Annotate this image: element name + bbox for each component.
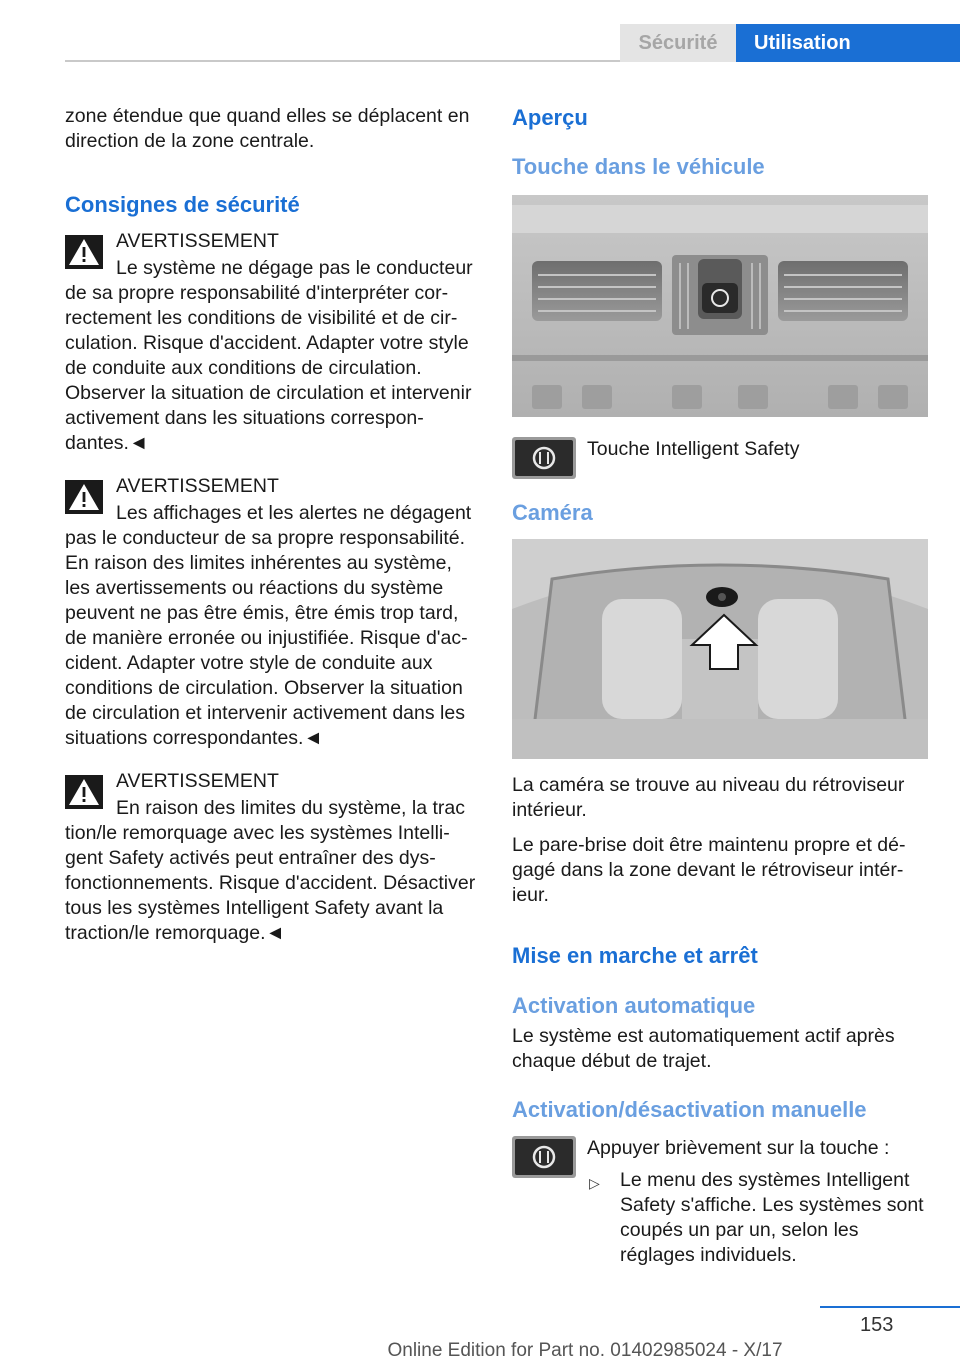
warning-title: AVERTISSEMENT [116,770,279,792]
overview-heading: Aperçu [512,105,588,130]
bullet-text: Le menu des systèmes Intelligent Safety s'affiche. Les systèmes sont coupés un par un, selon les réglages individuels. [620,1169,924,1266]
dashboard-button-photo [512,195,928,417]
warning-triangle-icon [65,235,103,269]
section-tab-utilisation[interactable]: Utilisation [736,24,960,62]
warning-text [65,501,480,751]
safety-heading: Consignes de sécurité [65,192,300,217]
page-number: 153 [860,1314,894,1336]
section-tab-securite[interactable]: Sécurité [620,24,736,62]
warning-triangle-icon [65,775,103,809]
footer-rule [820,1306,960,1308]
warning-title: AVERTISSEMENT [116,475,279,497]
button-caption: Touche Intelligent Safety [587,438,800,460]
warning-title: AVERTISSEMENT [116,230,279,252]
warning-text-body: tion/le remorquage avec les systèmes Intelligent Safety activés peut entraîner des dysfonctionnements. Risque d'accident. Désactiver tous les systèmes Intelligent Safety avant la traction/le remorquage.◄ [65,822,476,944]
warning-text-lead: En raison des limites du système, la trac [116,797,465,819]
button-heading: Touche dans le véhicule [512,154,765,179]
camera-heading: Caméra [512,500,593,525]
warning-block-3 [65,769,480,946]
manual-activation-heading: Activation/désactivation manuelle [512,1097,867,1122]
page-header [0,0,960,62]
warning-block-2 [65,474,480,751]
warning-text [65,796,480,946]
auto-activation-heading: Activation automatique [512,993,756,1018]
button-caption-row [512,437,932,481]
onoff-heading: Mise en marche et arrêt [512,943,758,968]
warning-triangle-icon [65,480,103,514]
bullet-item [512,1168,932,1268]
warning-text-body: de sa propre responsabilité d'interpréter correctement les conditions de visibilité et de circulation. Risque d'accident. Adapter votre style de conduite aux conditions de circulation. Observer la situation de circulation et intervenir activement dans les situations correspondantes.◄ [65,282,472,454]
intro-paragraph: zone étendue que quand elles se déplacent en direction de la zone centrale. [65,105,470,152]
warning-text-lead: Le système ne dégage pas le conducteur [116,257,473,279]
intelligent-safety-button-icon [512,437,576,479]
warning-text [65,256,480,456]
left-column [65,104,480,946]
warning-text-body: pas le conducteur de sa propre responsabilité. En raison des limites inhérentes au système, les avertissements ou réactions du système peuvent ne pas être émis, être émis trop tard, de manière erronée ou injustifiée. Risque d'accident. Adapter votre style de conduite aux conditions de circulation. Observer la situation de circulation et intervenir activement dans les situations correspondantes.◄ [65,527,468,749]
manual-lead-text: Appuyer brièvement sur la touche : [587,1137,890,1159]
camera-paragraph-1: La caméra se trouve au niveau du rétroviseur intérieur. [512,774,905,821]
warning-block-1 [65,229,480,456]
auto-activation-text: Le système est automatiquement actif après chaque début de trajet. [512,1025,895,1072]
right-column [512,104,932,1268]
camera-paragraph-2: Le pare-brise doit être maintenu propre et dégagé dans la zone devant le rétroviseur intérieur. [512,834,906,906]
manual-button-row [512,1136,932,1172]
edition-footer: Online Edition for Part no. 01402985024 - X/17 [387,1340,783,1361]
camera-photo [512,539,928,759]
warning-text-lead: Les affichages et les alertes ne dégagent [116,502,472,524]
triangle-bullet-icon: ▷ [589,1175,600,1191]
